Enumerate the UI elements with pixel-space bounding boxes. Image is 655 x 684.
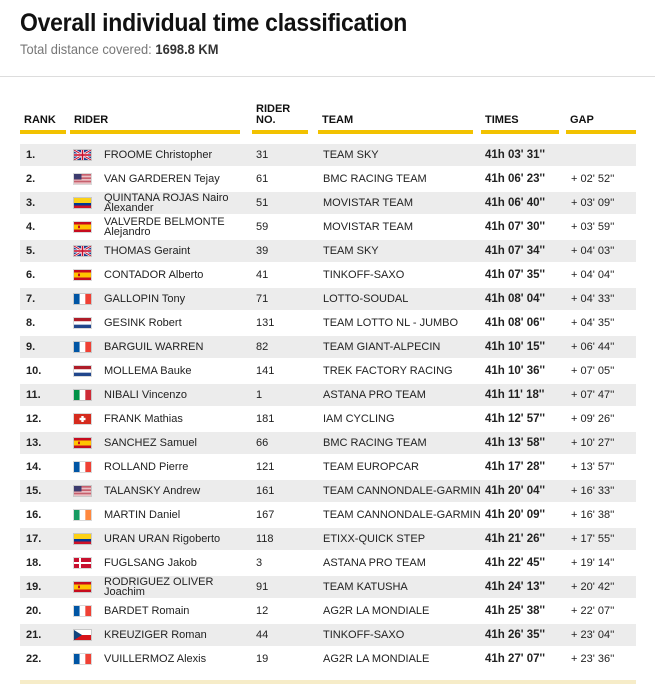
table-row xyxy=(20,384,636,406)
time-cell: 41h 12' 57'' xyxy=(485,413,545,425)
table-row xyxy=(20,144,636,166)
table-row xyxy=(20,216,636,238)
rider-name-cell: MOLLEMA Bauke xyxy=(104,365,192,377)
team-cell: BMC RACING TEAM xyxy=(323,437,427,449)
flag-icon xyxy=(74,168,91,190)
rider-name-cell: GALLOPIN Tony xyxy=(104,293,186,305)
rider-name-cell: NIBALI Vincenzo xyxy=(104,389,187,401)
table-row xyxy=(20,648,636,670)
rank-cell: 15. xyxy=(26,485,42,497)
rider-name-cell: RODRIGUEZ OLIVER Joachim xyxy=(104,576,214,598)
rider-number-cell: 131 xyxy=(256,317,275,329)
page-subtitle xyxy=(20,41,218,57)
team-cell: IAM CYCLING xyxy=(323,413,395,425)
distance-label: Total distance covered: xyxy=(20,41,152,57)
team-cell: BMC RACING TEAM xyxy=(323,173,427,185)
table-row xyxy=(20,168,636,190)
gap-cell: + 23' 04'' xyxy=(571,629,615,641)
table-row xyxy=(20,360,636,382)
rider-number-cell: 44 xyxy=(256,629,269,641)
flag-icon xyxy=(74,192,91,214)
time-cell: 41h 26' 35'' xyxy=(485,629,545,641)
flag-icon xyxy=(74,552,91,574)
time-cell: 41h 03' 31'' xyxy=(485,149,545,161)
rank-cell: 22. xyxy=(26,653,42,665)
header-team-label: TEAM xyxy=(322,114,354,126)
rank-cell: 6. xyxy=(26,269,36,281)
flag-icon xyxy=(74,480,91,502)
rider-number-cell: 161 xyxy=(256,485,275,497)
classification-table xyxy=(20,144,636,672)
time-cell: 41h 07' 30'' xyxy=(485,221,545,233)
table-row xyxy=(20,576,636,598)
team-cell: ASTANA PRO TEAM xyxy=(323,557,426,569)
table-bottom-edge xyxy=(20,680,636,684)
gap-cell: + 16' 33'' xyxy=(571,485,615,497)
flag-icon xyxy=(74,528,91,550)
time-cell: 41h 21' 26'' xyxy=(485,533,545,545)
header-gap-label: GAP xyxy=(570,114,594,126)
team-cell: TEAM LOTTO NL - JUMBO xyxy=(323,317,459,329)
time-cell: 41h 10' 36'' xyxy=(485,365,545,377)
flag-icon xyxy=(74,144,91,166)
flag-icon xyxy=(74,456,91,478)
flag-icon xyxy=(74,648,91,670)
team-cell: ETIXX-QUICK STEP xyxy=(323,533,426,545)
rider-number-cell: 71 xyxy=(256,293,269,305)
rider-name-cell: FROOME Christopher xyxy=(104,149,213,161)
rank-cell: 1. xyxy=(26,149,36,161)
gap-cell: + 04' 35'' xyxy=(571,317,615,329)
rider-number-cell: 61 xyxy=(256,173,269,185)
flag-icon xyxy=(74,240,91,262)
table-row xyxy=(20,336,636,358)
rank-cell: 2. xyxy=(26,173,36,185)
rank-cell: 17. xyxy=(26,533,42,545)
gap-cell: + 09' 26'' xyxy=(571,413,615,425)
team-cell: MOVISTAR TEAM xyxy=(323,221,414,233)
rider-number-cell: 31 xyxy=(256,149,269,161)
time-cell: 41h 25' 38'' xyxy=(485,605,545,617)
rider-name-cell: FUGLSANG Jakob xyxy=(104,557,197,569)
rank-cell: 10. xyxy=(26,365,42,377)
rank-cell: 7. xyxy=(26,293,36,305)
time-cell: 41h 11' 18'' xyxy=(485,389,545,401)
gap-cell: + 16' 38'' xyxy=(571,509,615,521)
rank-cell: 11. xyxy=(26,389,41,401)
table-row xyxy=(20,240,636,262)
team-cell: TREK FACTORY RACING xyxy=(323,365,453,377)
gap-cell: + 07' 47'' xyxy=(571,389,615,401)
rider-name-cell: VALVERDE BELMONTE Alejandro xyxy=(104,216,225,238)
time-cell: 41h 10' 15'' xyxy=(485,341,545,353)
table-row xyxy=(20,552,636,574)
flag-icon xyxy=(74,264,91,286)
gap-cell: + 04' 33'' xyxy=(571,293,615,305)
rider-number-cell: 66 xyxy=(256,437,269,449)
rank-cell: 8. xyxy=(26,317,36,329)
header-rider-label: RIDER xyxy=(74,114,109,126)
team-cell: MOVISTAR TEAM xyxy=(323,197,414,209)
team-cell: LOTTO-SOUDAL xyxy=(323,293,409,305)
header-gap xyxy=(566,100,636,134)
rider-name-cell: BARDET Romain xyxy=(104,605,190,617)
gap-cell: + 04' 03'' xyxy=(571,245,615,257)
flag-icon xyxy=(74,288,91,310)
gap-cell: + 04' 04'' xyxy=(571,269,615,281)
time-cell: 41h 13' 58'' xyxy=(485,437,545,449)
divider xyxy=(0,76,655,77)
table-row xyxy=(20,264,636,286)
gap-cell: + 06' 44'' xyxy=(571,341,615,353)
header-rider xyxy=(70,100,240,134)
rank-cell: 21. xyxy=(26,629,42,641)
rider-name-cell: FRANK Mathias xyxy=(104,413,183,425)
rider-number-cell: 141 xyxy=(256,365,275,377)
flag-icon xyxy=(74,504,91,526)
flag-icon xyxy=(74,600,91,622)
time-cell: 41h 24' 13'' xyxy=(485,581,545,593)
rider-name-cell: CONTADOR Alberto xyxy=(104,269,204,281)
team-cell: TEAM KATUSHA xyxy=(323,581,408,593)
gap-cell: + 13' 57'' xyxy=(571,461,615,473)
team-cell: TEAM GIANT-ALPECIN xyxy=(323,341,441,353)
rank-cell: 12. xyxy=(26,413,42,425)
header-rank-label: RANK xyxy=(24,114,56,126)
time-cell: 41h 06' 23'' xyxy=(485,173,545,185)
flag-icon xyxy=(74,312,91,334)
time-cell: 41h 07' 34'' xyxy=(485,245,545,257)
rider-number-cell: 91 xyxy=(256,581,269,593)
rider-number-cell: 59 xyxy=(256,221,269,233)
time-cell: 41h 20' 09'' xyxy=(485,509,545,521)
team-cell: TEAM SKY xyxy=(323,245,379,257)
team-cell: TINKOFF-SAXO xyxy=(323,629,405,641)
rider-name-cell: KREUZIGER Roman xyxy=(104,629,207,641)
flag-icon xyxy=(74,408,91,430)
gap-cell: + 07' 05'' xyxy=(571,365,615,377)
rank-cell: 9. xyxy=(26,341,36,353)
rank-cell: 16. xyxy=(26,509,42,521)
table-row xyxy=(20,192,636,214)
rider-number-cell: 12 xyxy=(256,605,269,617)
gap-cell: + 03' 09'' xyxy=(571,197,615,209)
flag-icon xyxy=(74,216,91,238)
rider-name-cell: VUILLERMOZ Alexis xyxy=(104,653,207,665)
gap-cell: + 03' 59'' xyxy=(571,221,615,233)
team-cell: TINKOFF-SAXO xyxy=(323,269,405,281)
table-row xyxy=(20,528,636,550)
rider-name-cell: URAN URAN Rigoberto xyxy=(104,533,221,545)
rider-name-cell: GESINK Robert xyxy=(104,317,182,329)
table-row xyxy=(20,480,636,502)
gap-cell: + 20' 42'' xyxy=(571,581,615,593)
time-cell: 41h 06' 40'' xyxy=(485,197,545,209)
table-row xyxy=(20,504,636,526)
page-title: Overall individual time classification xyxy=(20,9,408,37)
rank-cell: 13. xyxy=(26,437,42,449)
header-times xyxy=(481,100,559,134)
flag-icon xyxy=(74,336,91,358)
team-cell: ASTANA PRO TEAM xyxy=(323,389,426,401)
gap-cell: + 23' 36'' xyxy=(571,653,615,665)
rider-name-cell: THOMAS Geraint xyxy=(104,245,191,257)
flag-icon xyxy=(74,384,91,406)
header-rider-no-line1: RIDER xyxy=(256,103,291,115)
header-rider-no xyxy=(252,100,308,134)
table-row xyxy=(20,288,636,310)
time-cell: 41h 17' 28'' xyxy=(485,461,545,473)
rank-cell: 14. xyxy=(26,461,42,473)
rank-cell: 18. xyxy=(26,557,42,569)
rider-name-cell: SANCHEZ Samuel xyxy=(104,437,197,449)
time-cell: 41h 22' 45'' xyxy=(485,557,545,569)
gap-cell: + 10' 27'' xyxy=(571,437,615,449)
rider-number-cell: 118 xyxy=(256,533,274,545)
rider-name-cell: TALANSKY Andrew xyxy=(104,485,201,497)
rider-number-cell: 51 xyxy=(256,197,269,209)
rank-cell: 4. xyxy=(26,221,36,233)
time-cell: 41h 08' 04'' xyxy=(485,293,545,305)
header-rank xyxy=(20,100,66,134)
rider-name-cell: QUINTANA ROJAS Nairo Alexander xyxy=(104,192,229,214)
rider-number-cell: 3 xyxy=(256,557,263,569)
rider-number-cell: 167 xyxy=(256,509,275,521)
team-cell: TEAM EUROPCAR xyxy=(323,461,419,473)
header-times-label: TIMES xyxy=(485,114,519,126)
team-cell: TEAM CANNONDALE-GARMIN xyxy=(323,485,481,497)
table-row xyxy=(20,432,636,454)
gap-cell: + 17' 55'' xyxy=(571,533,615,545)
distance-value: 1698.8 KM xyxy=(155,41,219,57)
rider-number-cell: 19 xyxy=(256,653,269,665)
gap-cell: + 22' 07'' xyxy=(571,605,615,617)
table-row xyxy=(20,600,636,622)
time-cell: 41h 27' 07'' xyxy=(485,653,545,665)
table-row xyxy=(20,624,636,646)
rider-name-cell: BARGUIL WARREN xyxy=(104,341,204,353)
rider-number-cell: 121 xyxy=(256,461,275,473)
rank-cell: 5. xyxy=(26,245,36,257)
gap-cell: + 02' 52'' xyxy=(571,173,615,185)
time-cell: 41h 20' 04'' xyxy=(485,485,545,497)
header-team xyxy=(318,100,473,134)
header-rider-no-label xyxy=(256,104,290,126)
rider-number-cell: 1 xyxy=(256,389,263,401)
table-row xyxy=(20,456,636,478)
header-rider-no-line2: NO. xyxy=(256,114,276,126)
time-cell: 41h 08' 06'' xyxy=(485,317,545,329)
table-row xyxy=(20,312,636,334)
table-header xyxy=(0,100,655,134)
time-cell: 41h 07' 35'' xyxy=(485,269,545,281)
gap-cell: + 19' 14'' xyxy=(571,557,615,569)
flag-icon xyxy=(74,576,91,598)
team-cell: AG2R LA MONDIALE xyxy=(323,653,430,665)
rank-cell: 19. xyxy=(26,581,42,593)
flag-icon xyxy=(74,432,91,454)
rider-number-cell: 41 xyxy=(256,269,269,281)
rider-number-cell: 39 xyxy=(256,245,269,257)
rider-number-cell: 181 xyxy=(256,413,275,425)
rank-cell: 3. xyxy=(26,197,36,209)
rider-name-cell: ROLLAND Pierre xyxy=(104,461,189,473)
table-row xyxy=(20,408,636,430)
rider-name-cell: VAN GARDEREN Tejay xyxy=(104,173,220,185)
rider-name-cell: MARTIN Daniel xyxy=(104,509,181,521)
team-cell: TEAM SKY xyxy=(323,149,379,161)
team-cell: TEAM CANNONDALE-GARMIN xyxy=(323,509,481,521)
rank-cell: 20. xyxy=(26,605,42,617)
rider-number-cell: 82 xyxy=(256,341,269,353)
flag-icon xyxy=(74,360,91,382)
team-cell: AG2R LA MONDIALE xyxy=(323,605,430,617)
flag-icon xyxy=(74,624,91,646)
